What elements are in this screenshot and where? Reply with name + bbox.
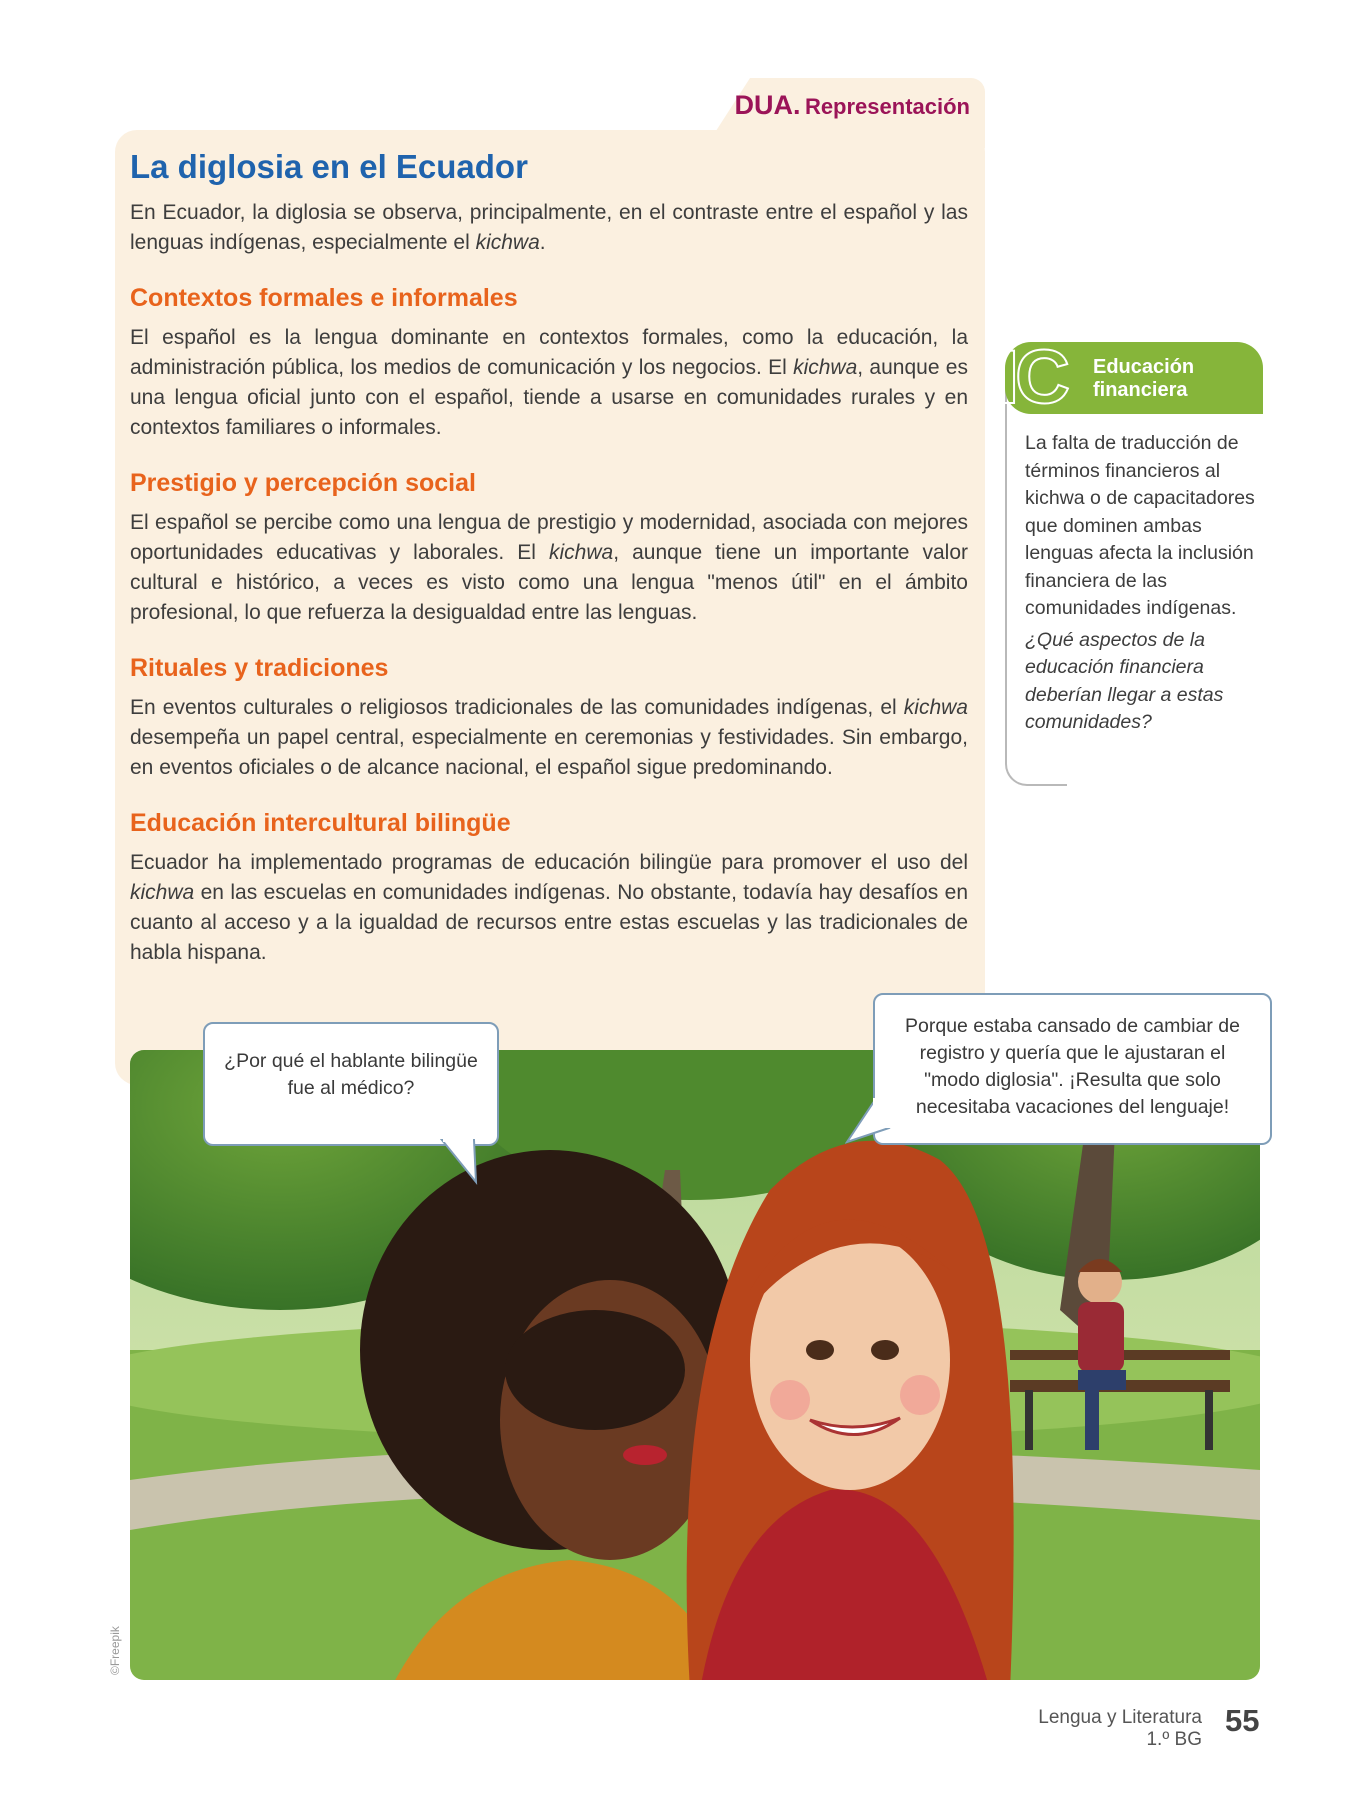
section-heading: Prestigio y percepción social — [130, 469, 476, 497]
page-title: La diglosia en el Ecuador — [130, 148, 528, 185]
section-heading: Contextos formales e informales — [130, 284, 518, 312]
ic-header — [998, 335, 1263, 420]
footer-grade: 1.º BG — [1146, 1729, 1202, 1750]
ic-logo-icon: IC — [998, 335, 1066, 420]
page-footer — [1038, 1707, 1202, 1751]
intro-paragraph: En Ecuador, la diglosia se observa, principalmente, en el contraste entre el español y las lenguas indígenas, especialmente el kichwa. — [130, 201, 968, 254]
section-heading: Educación intercultural bilingüe — [130, 809, 511, 837]
ic-sidebar — [998, 335, 1263, 784]
dua-subtitle: Representación — [804, 94, 970, 119]
section-paragraph: Ecuador ha implementado programas de educación bilingüe para promover el uso del kichwa en las escuelas en comunidades indígenas. No obstante, todavía hay desafíos en cuanto al acceso y a la igualdad de recursos entre estas escuelas y las tradicionales de habla hispana. — [130, 851, 968, 964]
speech-bubble-left — [203, 1022, 499, 1146]
section-paragraph: En eventos culturales o religiosos tradicionales de las comunidades indígenas, el kichwa desempeña un papel central, especialmente en ceremonias y festividades. Sin embargo, en eventos oficiales o de alcance nacional, el español sigue predominando. — [130, 696, 968, 779]
ic-body — [1025, 430, 1263, 737]
speech-bubble-right-text: Porque estaba cansado de cambiar de registro y quería que le ajustaran el "modo diglosia". ¡Resulta que solo necesitaba vacaciones del lenguaje! — [905, 1015, 1240, 1118]
footer-subject: Lengua y Literatura — [1038, 1707, 1202, 1728]
ic-text: La falta de traducción de términos financieros al kichwa o de capacitadores que dominen ambas lenguas afecta la inclusión financiera de las comunidades indígenas. — [1025, 432, 1255, 619]
dua-label — [730, 90, 970, 121]
section-paragraph: El español es la lengua dominante en contextos formales, como la educación, la administración pública, los medios de comunicación y los negocios. El kichwa, aunque es una lengua oficial junto con el español, tiende a usarse en comunidades rurales y en contextos familiares o informales. — [130, 326, 968, 439]
speech-bubble-right — [873, 993, 1272, 1145]
speech-bubble-left-text: ¿Por qué el hablante bilingüe fue al médico? — [224, 1050, 478, 1099]
ic-title: Educación financiera — [1093, 356, 1195, 401]
dua-label-text: DUA. — [734, 90, 801, 120]
speech-bubble-right-tail — [845, 1098, 895, 1144]
image-credit: ©Freepik — [108, 1626, 122, 1675]
article — [130, 148, 968, 968]
ic-question: ¿Qué aspectos de la educación financiera deberían llegar a estas comunidades? — [1025, 628, 1224, 733]
section-heading: Rituales y tradiciones — [130, 654, 389, 682]
section-paragraph: El español se percibe como una lengua de prestigio y modernidad, asociada con mejores oportunidades educativas y laborales. El kichwa, aunque tiene un importante valor cultural e histórico, a veces es visto como una lengua "menos útil" en el ámbito profesional, lo que refuerza la desigualdad entre las lenguas. — [130, 511, 969, 624]
page-number: 55 — [1225, 1703, 1260, 1738]
speech-bubble-left-tail — [440, 1138, 480, 1186]
